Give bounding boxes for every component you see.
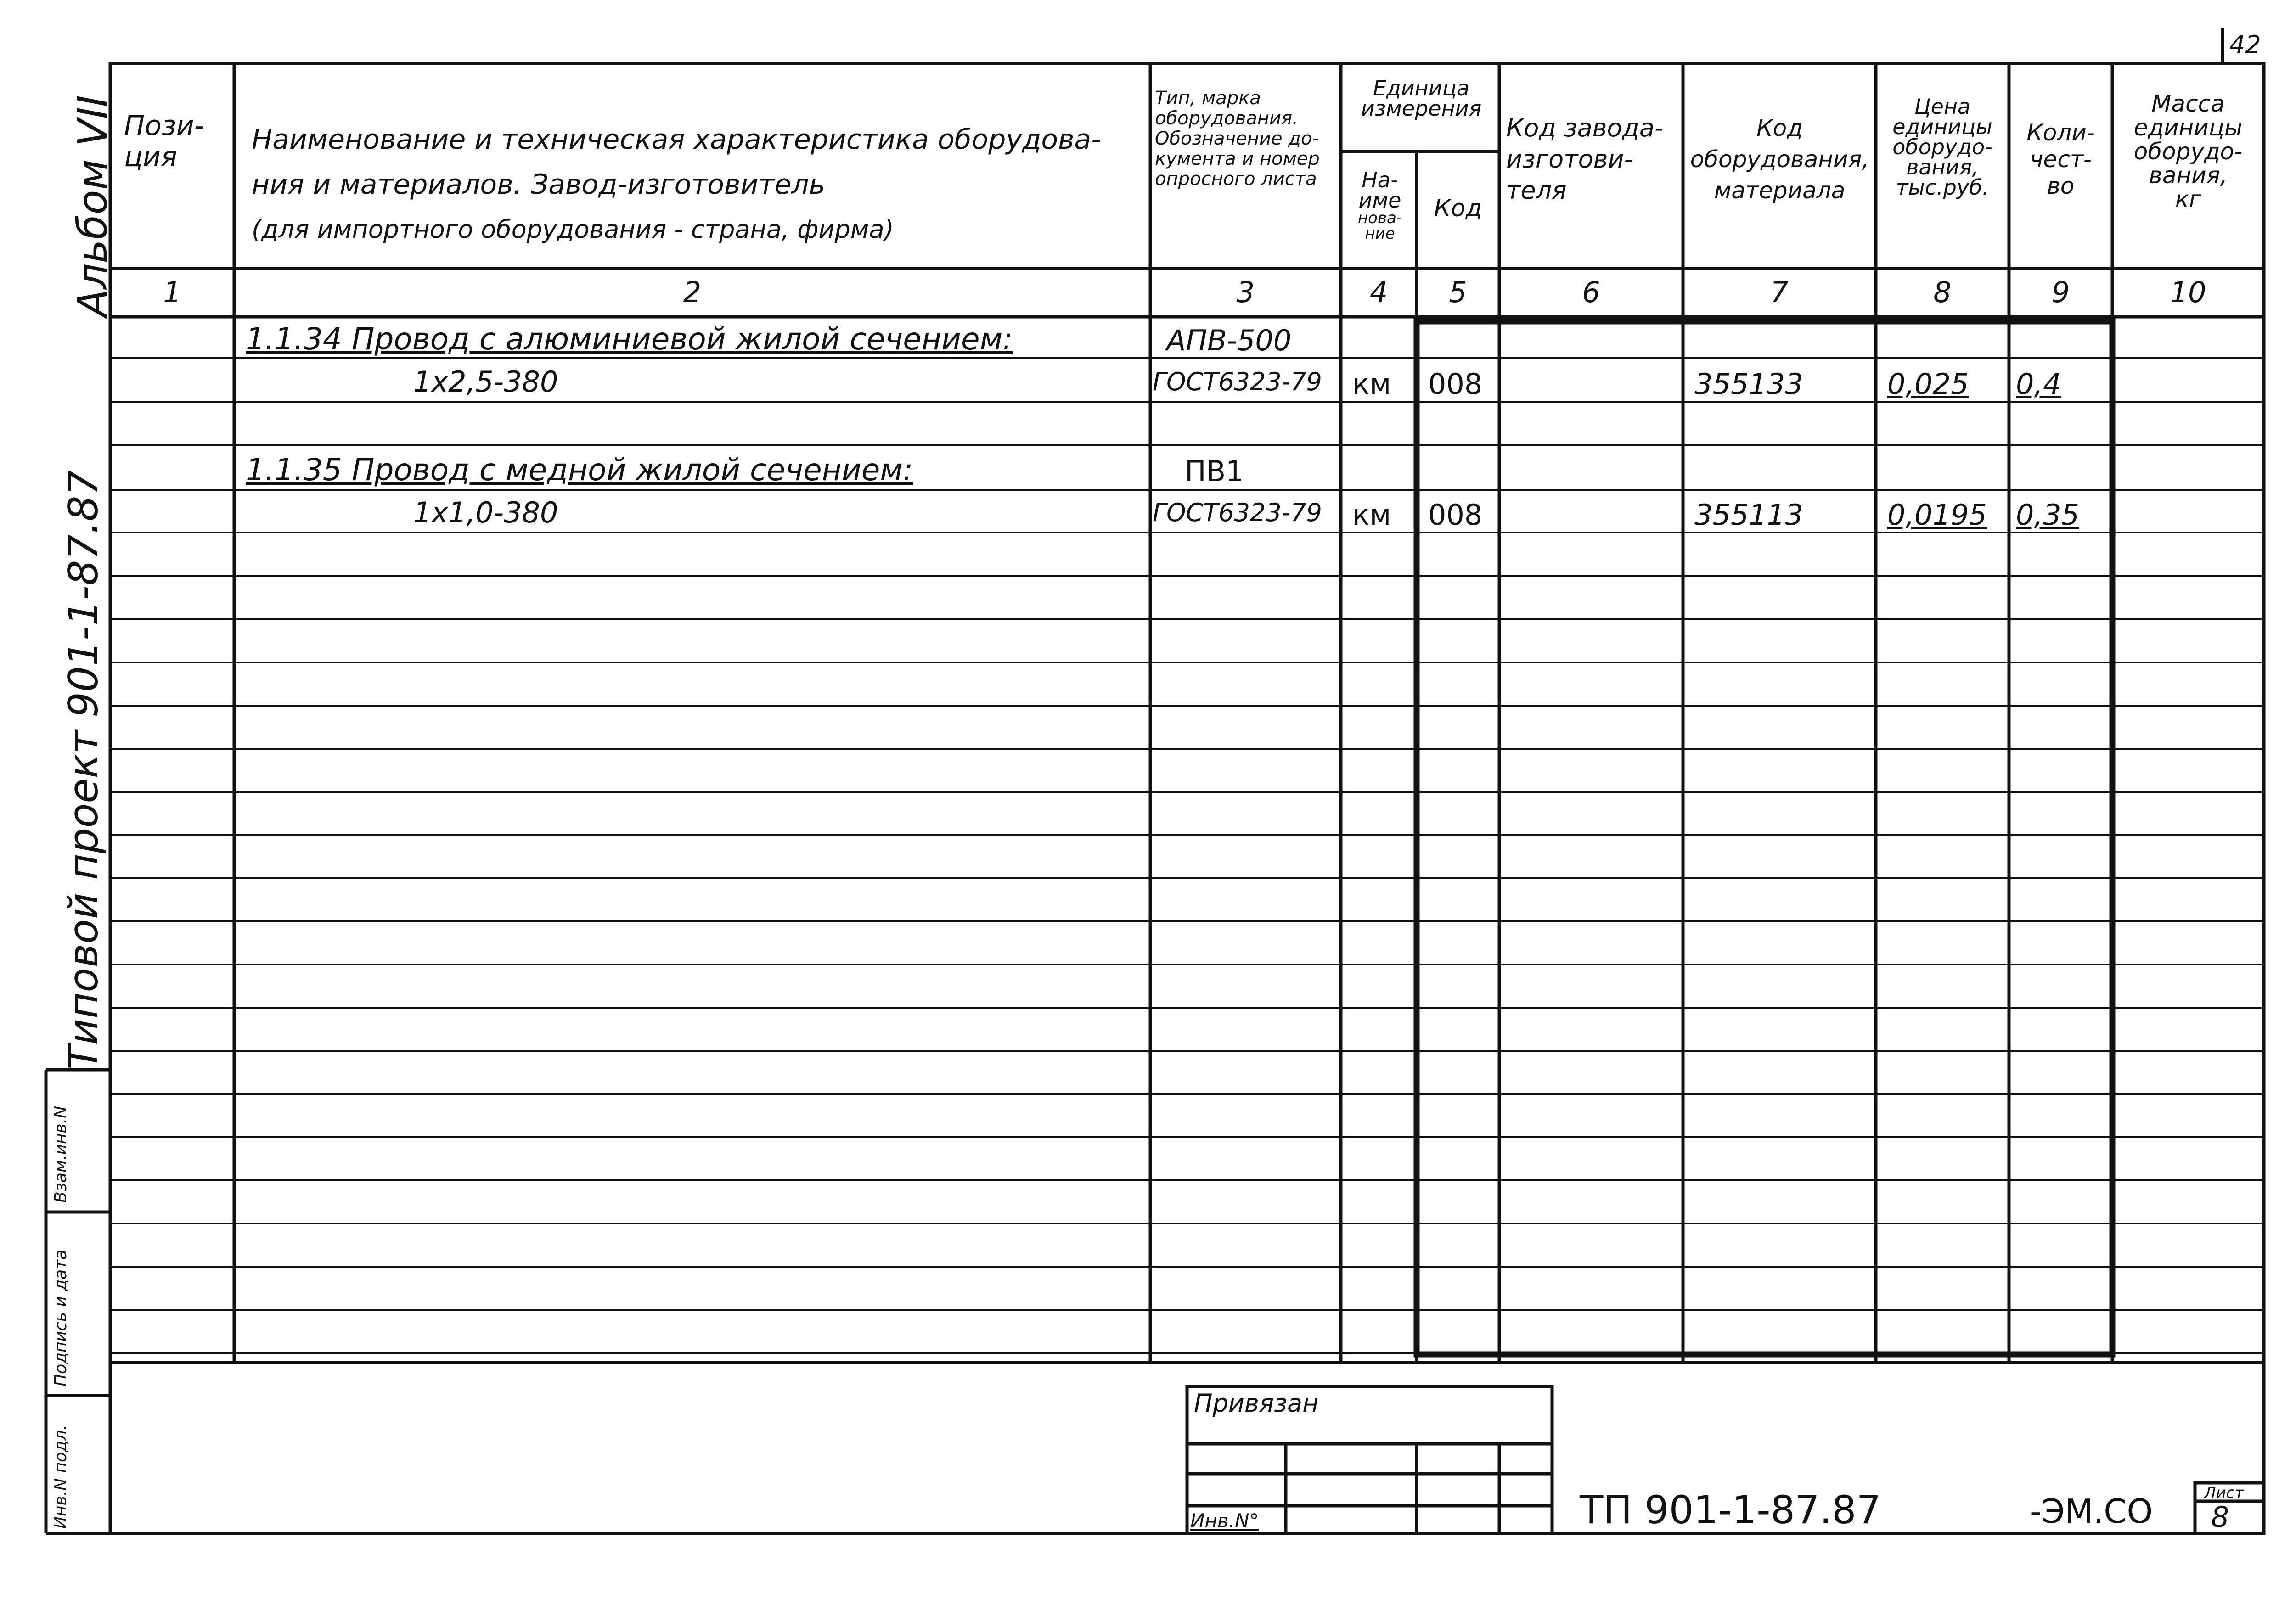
header-type: Тип, марка оборудования. Обозначение до- кумента и номер опросного листа <box>1155 88 1320 190</box>
sheet-number: 8 <box>2211 1500 2229 1534</box>
inv-no-label: Инв.N° <box>1190 1509 1259 1532</box>
row3-type: ПВ1 <box>1185 454 1244 488</box>
header-manufacturer-code: Код завода- изготови- теля <box>1506 113 1664 205</box>
header-position: Пози- ция <box>124 110 204 173</box>
row4-unit: км <box>1352 498 1391 532</box>
colnum-3: 3 <box>1236 275 1255 309</box>
colnum-8: 8 <box>1933 275 1952 309</box>
attached-label: Привязан <box>1194 1389 1319 1418</box>
row2-qty: 0,4 <box>2016 367 2061 401</box>
row4-mat-code: 355113 <box>1694 498 1803 532</box>
colnum-4: 4 <box>1369 275 1388 309</box>
document-suffix: -ЭМ.СО <box>2030 1492 2153 1531</box>
colnum-6: 6 <box>1582 275 1600 309</box>
row2-mat-code: 355133 <box>1694 367 1803 401</box>
row4-price: 0,0195 <box>1887 498 1987 532</box>
row2-code: 008 <box>1428 367 1483 401</box>
stamp-signature-date: Подпись и дата <box>51 1249 70 1386</box>
sheet-label: Лист <box>2204 1484 2244 1502</box>
project-label: Типовой проект 901-1-87.87 <box>60 470 107 1070</box>
stamp-replaced-inv: Взам.инв.N <box>51 1105 70 1203</box>
row2-type: ГОСТ6323-79 <box>1153 367 1322 396</box>
row4-code: 008 <box>1428 498 1483 532</box>
colnum-2: 2 <box>683 275 702 309</box>
row2-name: 1x2,5-380 <box>413 365 558 398</box>
row1-name: 1.1.34 Провод с алюминиевой жилой сечением: <box>246 321 1013 357</box>
album-label: Альбом VII <box>69 95 116 317</box>
colnum-1: 1 <box>163 275 181 309</box>
header-unit-group: Единица измерения <box>1361 76 1482 121</box>
header-material-code: Код оборудования, материала <box>1690 115 1869 204</box>
header-name: Наименование и техническая характеристика оборудова- ния и материалов. Завод-изготовитель (для импортного оборудования - страна, фирма) <box>252 123 1101 244</box>
document-code: ТП 901-1-87.87 <box>1580 1487 1881 1532</box>
header-unit-name: На- име нова- ние <box>1357 168 1402 243</box>
colnum-7: 7 <box>1770 275 1789 309</box>
row4-type: ГОСТ6323-79 <box>1153 498 1322 527</box>
colnum-9: 9 <box>2051 275 2070 309</box>
header-mass: Масса единицы оборудо- вания, кг <box>2133 90 2243 213</box>
corner-sheet-number: 42 <box>2229 30 2261 59</box>
colnum-5: 5 <box>1449 275 1467 309</box>
header-quantity: Коли- чест- во <box>2026 119 2095 199</box>
row4-qty: 0,35 <box>2016 498 2080 532</box>
colnum-10: 10 <box>2170 275 2206 309</box>
row1-type: АПВ-500 <box>1166 324 1292 357</box>
row3-name: 1.1.35 Провод с медной жилой сечением: <box>246 452 913 488</box>
row4-name: 1x1,0-380 <box>413 496 558 529</box>
row2-price: 0,025 <box>1887 367 1969 401</box>
header-price: Цена единицы оборудо- вания, тыс.руб. <box>1892 94 1992 200</box>
row2-unit: км <box>1352 367 1391 401</box>
header-unit-code: Код <box>1434 195 1482 222</box>
stamp-inv-orig: Инв.N подл. <box>51 1425 70 1529</box>
